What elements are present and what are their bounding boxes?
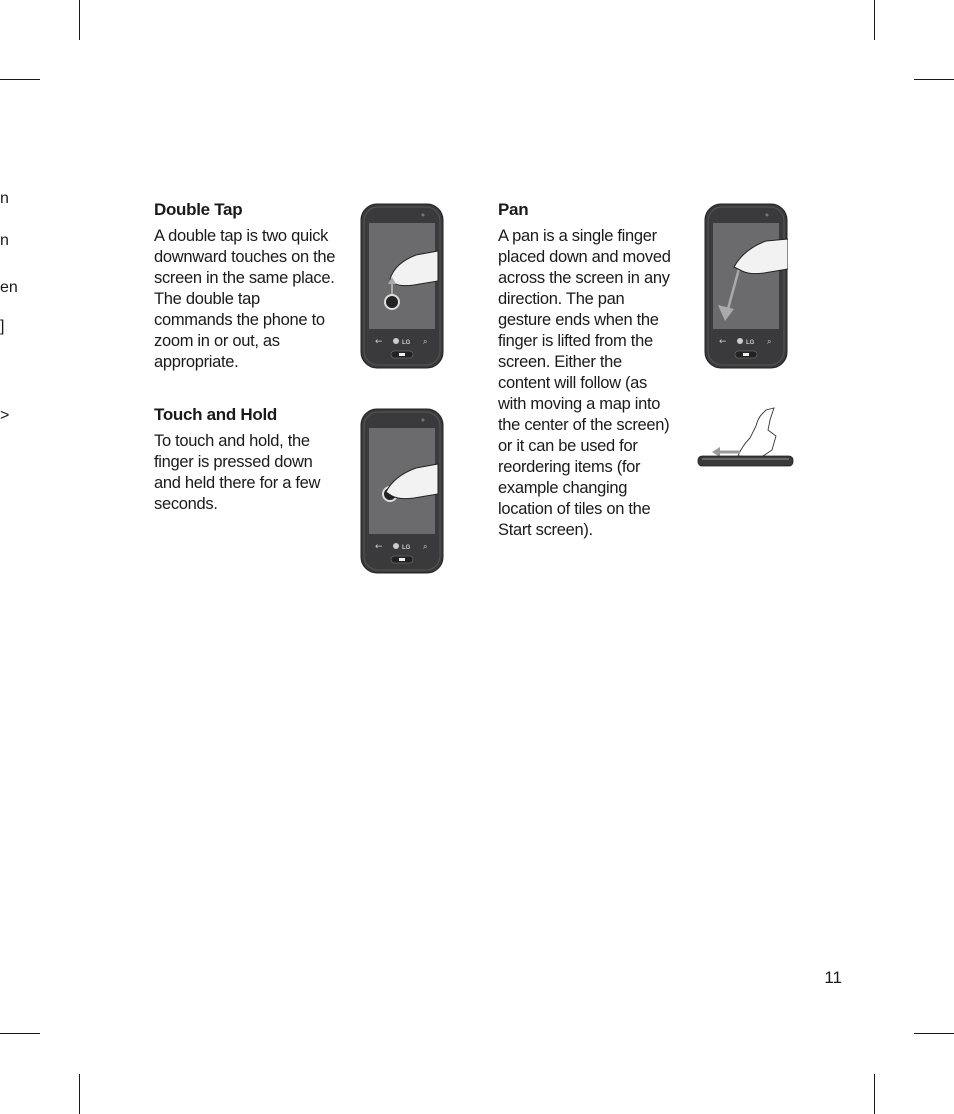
hand-icon — [738, 408, 776, 458]
section-body: A double tap is two quick downward touches on the screen in the same place. The double tap commands the phone to zoom in or out, as appropriate. — [154, 227, 336, 371]
windows-icon — [399, 558, 405, 561]
phone-logo: LG — [402, 340, 411, 346]
section-title: Double Tap — [154, 200, 243, 219]
crop-mark — [874, 1074, 875, 1114]
crop-mark — [79, 1074, 80, 1114]
edge-fragment: > — [0, 407, 10, 424]
section-body: To touch and hold, the finger is pressed down and held there for a few seconds. — [154, 432, 321, 513]
crop-mark — [914, 79, 954, 80]
section-pan — [498, 199, 678, 541]
edge-fragment: ] — [0, 318, 5, 335]
phone-logo: LG — [402, 545, 411, 551]
windows-icon — [399, 353, 405, 356]
edge-fragment: n — [0, 190, 9, 207]
search-icon: ⌕ — [767, 337, 772, 346]
phone-side-swipe-illustration — [696, 406, 796, 472]
crop-mark — [0, 79, 40, 80]
crop-mark — [79, 0, 80, 40]
edge-fragment: en — [0, 279, 18, 296]
phone-logo: LG — [746, 340, 755, 346]
section-double-tap — [154, 199, 336, 373]
crop-mark — [0, 1033, 40, 1034]
back-icon: ← — [375, 337, 383, 347]
back-icon: ← — [375, 542, 383, 552]
arrow-left-icon — [712, 447, 720, 457]
phone-pan-illustration — [704, 203, 788, 370]
phone-touch-and-hold-illustration — [360, 408, 444, 575]
edge-fragment: n — [0, 232, 9, 249]
section-title: Touch and Hold — [154, 405, 277, 424]
phone-double-tap-illustration — [360, 203, 444, 370]
search-icon: ⌕ — [423, 337, 428, 346]
back-icon: ← — [719, 337, 727, 347]
crop-mark — [874, 0, 875, 40]
search-icon: ⌕ — [423, 542, 428, 551]
windows-icon — [743, 353, 749, 356]
section-title: Pan — [498, 200, 529, 219]
page-number: 11 — [824, 968, 842, 987]
tap-point-icon — [385, 295, 399, 309]
section-body: A pan is a single finger placed down and moved across the screen in any direction. The pan gesture ends when the finger is lifted from the screen. Either the content will follow (as with moving a map into the center of the screen) or it can be used for reordering items (for example changing location of tiles on the Start screen). — [498, 227, 671, 539]
crop-mark — [914, 1033, 954, 1034]
section-touch-and-hold — [154, 404, 336, 515]
